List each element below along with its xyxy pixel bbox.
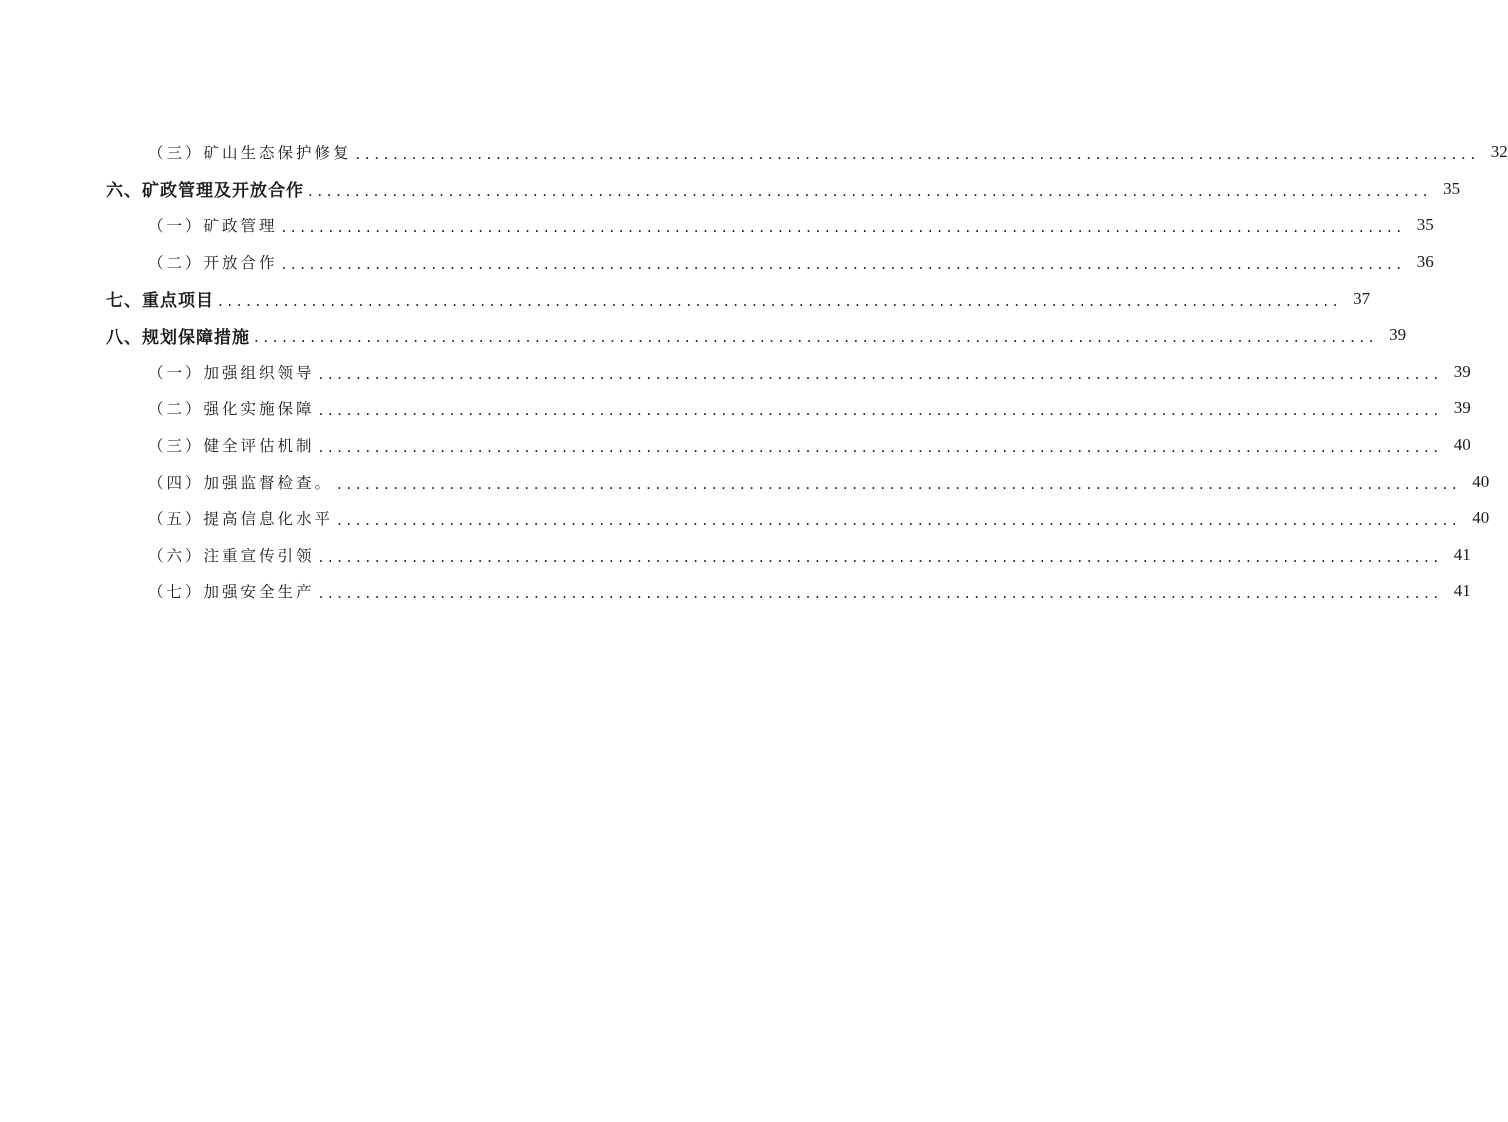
toc-entry-page: 36	[1416, 252, 1434, 272]
toc-entry[interactable]	[0, 207, 1434, 244]
toc-dot-leader: ........................................................................................................................	[337, 511, 1462, 530]
toc-entry[interactable]	[0, 354, 1471, 391]
toc-dot-leader: ........................................................................................................................	[218, 291, 1343, 310]
toc-entry-page: 35	[1416, 215, 1434, 235]
toc-entry-title: （二）开放合作	[148, 254, 278, 273]
toc-entry-page: 40	[1453, 435, 1471, 455]
toc-dot-leader: ........................................................................................................................	[318, 438, 1443, 457]
toc-entry-title: （五）提高信息化水平	[148, 510, 334, 529]
toc-entry-page: 39	[1453, 398, 1471, 418]
toc-entry-title: （三）健全评估机制	[148, 437, 315, 456]
toc-entry-page: 37	[1353, 288, 1371, 308]
toc-dot-leader: ........................................................................................................................	[281, 255, 1406, 274]
toc-entry-page: 40	[1472, 508, 1490, 528]
toc-entry[interactable]	[0, 427, 1471, 464]
toc-entry-page: 39	[1389, 325, 1407, 345]
toc-entry-title: 六、矿政管理及开放合作	[106, 181, 304, 202]
toc-dot-leader: ........................................................................................................................	[318, 584, 1443, 603]
toc-entry-page: 40	[1472, 471, 1490, 491]
toc-entry[interactable]	[0, 500, 1490, 537]
toc-entry[interactable]	[0, 390, 1471, 427]
toc-entry-page: 41	[1453, 581, 1471, 601]
toc-entry-title: （六）注重宣传引领	[148, 546, 315, 565]
toc-dot-leader: ........................................................................................................................	[281, 218, 1406, 237]
toc-entry[interactable]	[0, 134, 1508, 171]
toc-entry[interactable]	[0, 171, 1461, 208]
toc-dot-leader: ........................................................................................................................	[355, 145, 1480, 164]
toc-entry-page: 41	[1453, 544, 1471, 564]
toc-entry[interactable]	[0, 573, 1471, 610]
toc-entry[interactable]	[0, 280, 1371, 317]
toc-entry-page: 32	[1490, 142, 1508, 162]
toc-dot-leader: ........................................................................................................................	[318, 547, 1443, 566]
toc-entry-title: （三）矿山生态保护修复	[148, 144, 352, 163]
toc-entry[interactable]	[0, 537, 1471, 574]
toc-entry-title: （四）加强监督检查。	[148, 473, 334, 492]
toc-entry[interactable]	[0, 463, 1490, 500]
toc-dot-leader: ........................................................................................................................	[254, 328, 1379, 347]
toc-entry[interactable]	[0, 317, 1407, 354]
toc-dot-leader: ........................................................................................................................	[318, 401, 1443, 420]
toc-entry-title: （一）矿政管理	[148, 217, 278, 236]
toc-entry-title: （七）加强安全生产	[148, 583, 315, 602]
toc-entry-page: 39	[1453, 361, 1471, 381]
toc-dot-leader: ........................................................................................................................	[308, 181, 1433, 200]
toc-entry-title: （二）强化实施保障	[148, 400, 315, 419]
table-of-contents	[0, 134, 1508, 610]
toc-dot-leader: ........................................................................................................................	[337, 474, 1462, 493]
toc-entry-page: 35	[1443, 178, 1461, 198]
toc-entry[interactable]	[0, 244, 1434, 281]
toc-dot-leader: ........................................................................................................................	[318, 364, 1443, 383]
toc-entry-title: 八、规划保障措施	[106, 327, 250, 348]
toc-entry-title: 七、重点项目	[106, 291, 214, 312]
toc-entry-title: （一）加强组织领导	[148, 363, 315, 382]
